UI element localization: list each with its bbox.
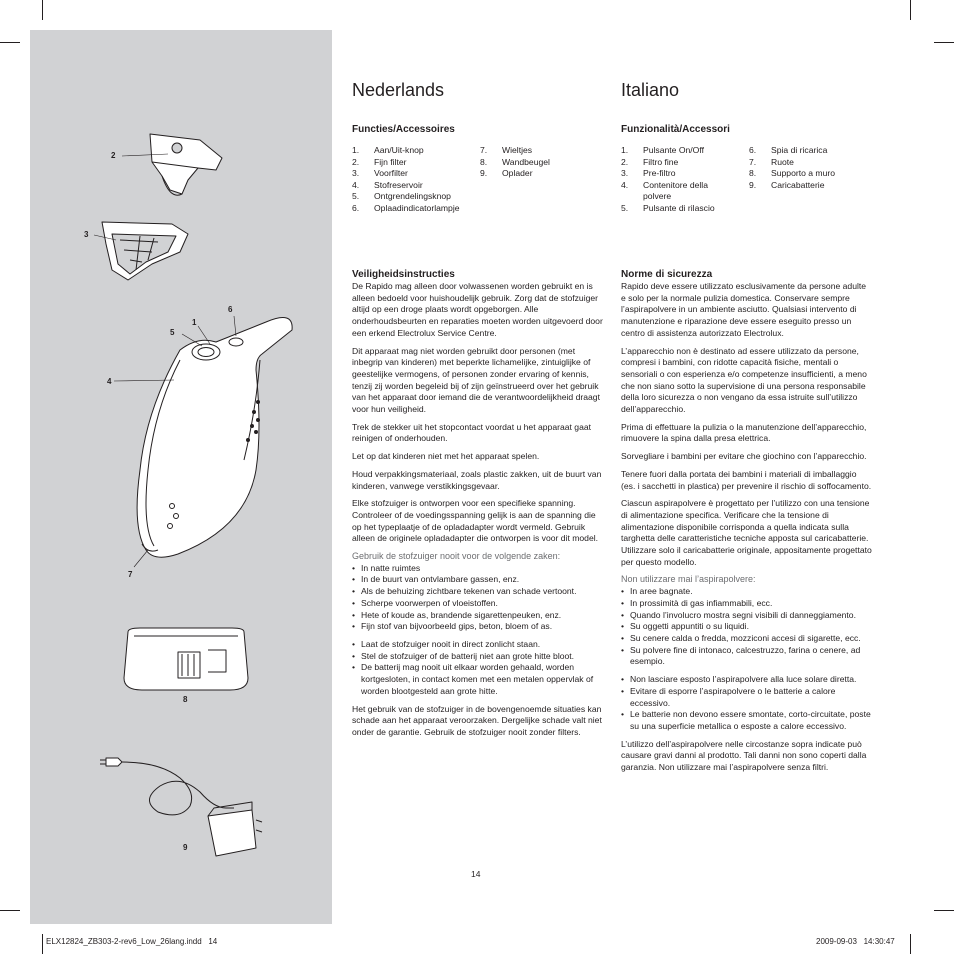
- crop-mark: [42, 934, 43, 954]
- pre-filter-drawing: [102, 222, 188, 280]
- paragraph: L’utilizzo dell’aspirapolvere nelle circostanze sopra indicate può causare gravi danni al prodotto. Tali danni non sono coperti dalla garanzia. Non utilizzare mai l’aspirapolvere senza filtri.: [621, 738, 867, 773]
- list-item: • Evitare di esporre l’aspirapolvere o le batterie a calore eccessivo.: [621, 686, 873, 709]
- it-features-list-1: [621, 145, 749, 215]
- product-illustrations: [30, 30, 332, 924]
- crop-mark: [934, 42, 954, 43]
- list-item: 2. Fijn filter: [352, 156, 407, 167]
- page-number: 14: [471, 869, 481, 879]
- nl-features-list-2: [480, 145, 600, 180]
- subheading: Non utilizzare mai l’aspirapolvere:: [621, 574, 756, 585]
- crop-mark: [0, 910, 20, 911]
- list-item: • Le batterie non devono essere smontate, corto-circuitate, poste su una superficie metallica o esposte a calore eccessivo.: [621, 709, 873, 732]
- list-item: 1. Aan/Uit-knop: [352, 145, 424, 155]
- footer-timestamp: 2009-09-03 14:30:47: [816, 937, 895, 946]
- list-item: • Hete of koude as, brandende sigarettenpeuken, enz.: [352, 610, 603, 622]
- list-item: • Stel de stofzuiger of de batterij niet aan grote hitte bloot.: [352, 651, 603, 663]
- list-item: 3. Voorfilter: [352, 168, 408, 179]
- crop-mark: [934, 910, 954, 911]
- list-item: 3. Pre-filtro: [621, 168, 676, 179]
- nl-language-title: Nederlands: [352, 80, 445, 100]
- paragraph: Rapido deve essere utilizzato esclusivamente da persone adulte e solo per la normale pulizia domestica. Conservare sempre l’aspirapolvere in un ambiente asciutto. Qualsiasi intervento di manutenzione e riparazione deve essere eseguito presso un centro di assistenza autorizzato Electrolux.: [621, 281, 867, 338]
- it-safety-text: [621, 281, 873, 780]
- paragraph: Sorvegliare i bambini per evitare che giochino con l’apparecchio.: [621, 451, 867, 462]
- it-safety-heading: Norme di sicurezza: [621, 269, 713, 280]
- callout-2: 2: [111, 151, 116, 160]
- callout-8: 8: [183, 695, 188, 704]
- list-item: 4. Stofreservoir: [352, 179, 423, 190]
- list-item: 6. Spia di ricarica: [749, 145, 828, 155]
- paragraph: Let op dat kinderen niet met het apparaat spelen.: [352, 451, 540, 462]
- list-item: 5. Pulsante di rilascio: [621, 202, 715, 213]
- paragraph: De Rapido mag alleen door volwassenen worden gebruikt en is alleen bedoeld voor huishoudelijk gebruik. Zorg dat de stofzuiger altijd op een droge plaats wordt opgeborgen. Alle onderhoudsbeurten en reparaties moeten worden uitgevoerd door een erkend Electrolux Service Centre.: [352, 281, 603, 338]
- nl-safety-text: [352, 281, 603, 745]
- list-item: 9. Caricabatterie: [749, 179, 825, 190]
- fine-filter-drawing: [150, 134, 222, 195]
- list-item: • Su cenere calda o fredda, mozziconi accesi di sigarette, ecc.: [621, 633, 873, 645]
- list-item: 6. Oplaadindicatorlampje: [352, 202, 460, 213]
- list-item: 2. Filtro fine: [621, 156, 679, 167]
- list-item: • In de buurt van ontvlambare gassen, enz.: [352, 574, 603, 586]
- callout-9: 9: [183, 843, 188, 852]
- paragraph: Het gebruik van de stofzuiger in de bovengenoemde situaties kan schade aan het apparaat veroorzaken. Dergelijke schade valt niet onder de garantie. Gebruik de stofzuiger nooit zonder filters.: [352, 703, 602, 737]
- bullet-list: [621, 674, 873, 733]
- subheading: Gebruik de stofzuiger nooit voor de volgende zaken:: [352, 551, 561, 562]
- list-item: 8. Wandbeugel: [480, 156, 550, 167]
- nl-features-list-1: [352, 145, 482, 215]
- callout-7: 7: [128, 570, 133, 579]
- list-item: • In aree bagnate.: [621, 586, 873, 598]
- bullet-list: [621, 586, 873, 668]
- paragraph: Prima di effettuare la pulizia o la manutenzione dell’apparecchio, rimuovere la spina dalla presa elettrica.: [621, 421, 867, 444]
- paragraph: Dit apparaat mag niet worden gebruikt door personen (met inbegrip van kinderen) met beperkte lichamelijke, zintuiglijke of geestelijke vermogens, of personen zonder ervaring of kennis, tenzij zij worden begeleid bij of zijn geïnstrueerd over het gebruik van het apparaat door iemand die de verantwoordelijkheid draagt voor hun veiligheid.: [352, 345, 600, 415]
- paragraph: Trek de stekker uit het stopcontact voordat u het apparaat gaat reinigen of onderhouden.: [352, 421, 592, 444]
- list-item: 5. Ontgrendelingsknop: [352, 191, 451, 202]
- crop-mark: [910, 934, 911, 954]
- list-item: • Su polvere fine di intonaco, calcestruzzo, farina o cenere, ad esempio.: [621, 645, 873, 668]
- paragraph: Elke stofzuiger is ontworpen voor een specifieke spanning. Controleer of de voedingsspanning gelijk is aan de spanning die op het typeplaatje of de opladadapter wordt vermeld. Gebruik alleen de originele opladadapter die ontworpen is voor dit model.: [352, 498, 599, 544]
- paragraph: Ciascun aspirapolvere è progettato per l’utilizzo con una tensione di alimentazione specifica. Verificare che la tensione di alimentazione disponibile corrisponda a quella indicata sulla targhetta delle caratteristiche tecniche apposta sul caricabatterie. Utilizzare solo il caricabatterie originale, appositamente progettato per questo modello.: [621, 498, 872, 567]
- it-language-title: Italiano: [621, 80, 680, 100]
- list-item: 1. Pulsante On/Off: [621, 145, 704, 155]
- list-item: • Quando l’involucro mostra segni visibili di danneggiamento.: [621, 610, 873, 622]
- list-item: • Laat de stofzuiger nooit in direct zonlicht staan.: [352, 639, 603, 651]
- it-features-heading: Funzionalità/Accessori: [621, 124, 730, 135]
- list-item: • In natte ruimtes: [352, 563, 603, 575]
- callout-1: 1: [192, 318, 197, 327]
- list-item: 7. Ruote: [749, 156, 794, 167]
- list-item: • Als de behuizing zichtbare tekenen van schade vertoont.: [352, 586, 603, 598]
- list-item: 7. Wieltjes: [480, 145, 533, 155]
- paragraph: L’apparecchio non è destinato ad essere utilizzato da persone, compresi i bambini, con ridotte capacità fisiche, mentali o sensoriali o con esperienza e/o competenze insufficienti, a meno che non siano sotto la supervisione di una persona responsabile della loro sicurezza o non vengano da essa istruite sull’utilizzo dell’apparecchio.: [621, 345, 867, 415]
- list-item: • Su oggetti appuntiti o su liquidi.: [621, 621, 873, 633]
- paragraph: Houd verpakkingsmateriaal, zoals plastic zakken, uit de buurt van kinderen, vanwege verstikkingsgevaar.: [352, 468, 602, 491]
- crop-mark: [910, 0, 911, 20]
- list-item: polvere: [643, 191, 672, 202]
- callout-3: 3: [84, 230, 89, 239]
- callout-6: 6: [228, 305, 233, 314]
- list-item: 9. Oplader: [480, 168, 533, 179]
- bullet-list: [352, 639, 603, 698]
- list-item: • Scherpe voorwerpen of vloeistoffen.: [352, 598, 603, 610]
- list-item: • Non lasciare esposto l’aspirapolvere alla luce solare diretta.: [621, 674, 873, 686]
- crop-mark: [0, 42, 20, 43]
- list-item: • De batterij mag nooit uit elkaar worden gehaald, worden kortgesloten, in contact komen met een metalen oppervlak of worden blootgesteld aan grote hitte.: [352, 662, 603, 697]
- charger-drawing: [100, 758, 262, 856]
- bullet-list: [352, 563, 603, 633]
- wall-bracket-drawing: [124, 628, 248, 690]
- callout-5: 5: [170, 328, 175, 337]
- crop-mark: [42, 0, 43, 20]
- footer-file-name: ELX12824_ZB303-2-rev6_Low_26lang.indd 14: [46, 937, 218, 946]
- callout-4: 4: [107, 377, 112, 386]
- vacuum-body-drawing: [137, 318, 292, 558]
- paragraph: Tenere fuori dalla portata dei bambini i materiali di imballaggio (es. i sacchetti in plastica) per prevenire il rischio di soffocamento.: [621, 468, 872, 491]
- list-item: 8. Supporto a muro: [749, 168, 836, 179]
- list-item: • In prossimità di gas infiammabili, ecc.: [621, 598, 873, 610]
- nl-features-heading: Functies/Accessoires: [352, 124, 455, 135]
- nl-safety-heading: Veiligheidsinstructies: [352, 269, 455, 280]
- it-features-list-2: [749, 145, 879, 191]
- list-item: • Fijn stof van bijvoorbeeld gips, beton, bloem of as.: [352, 621, 603, 633]
- list-item: 4. Contenitore della: [621, 179, 708, 190]
